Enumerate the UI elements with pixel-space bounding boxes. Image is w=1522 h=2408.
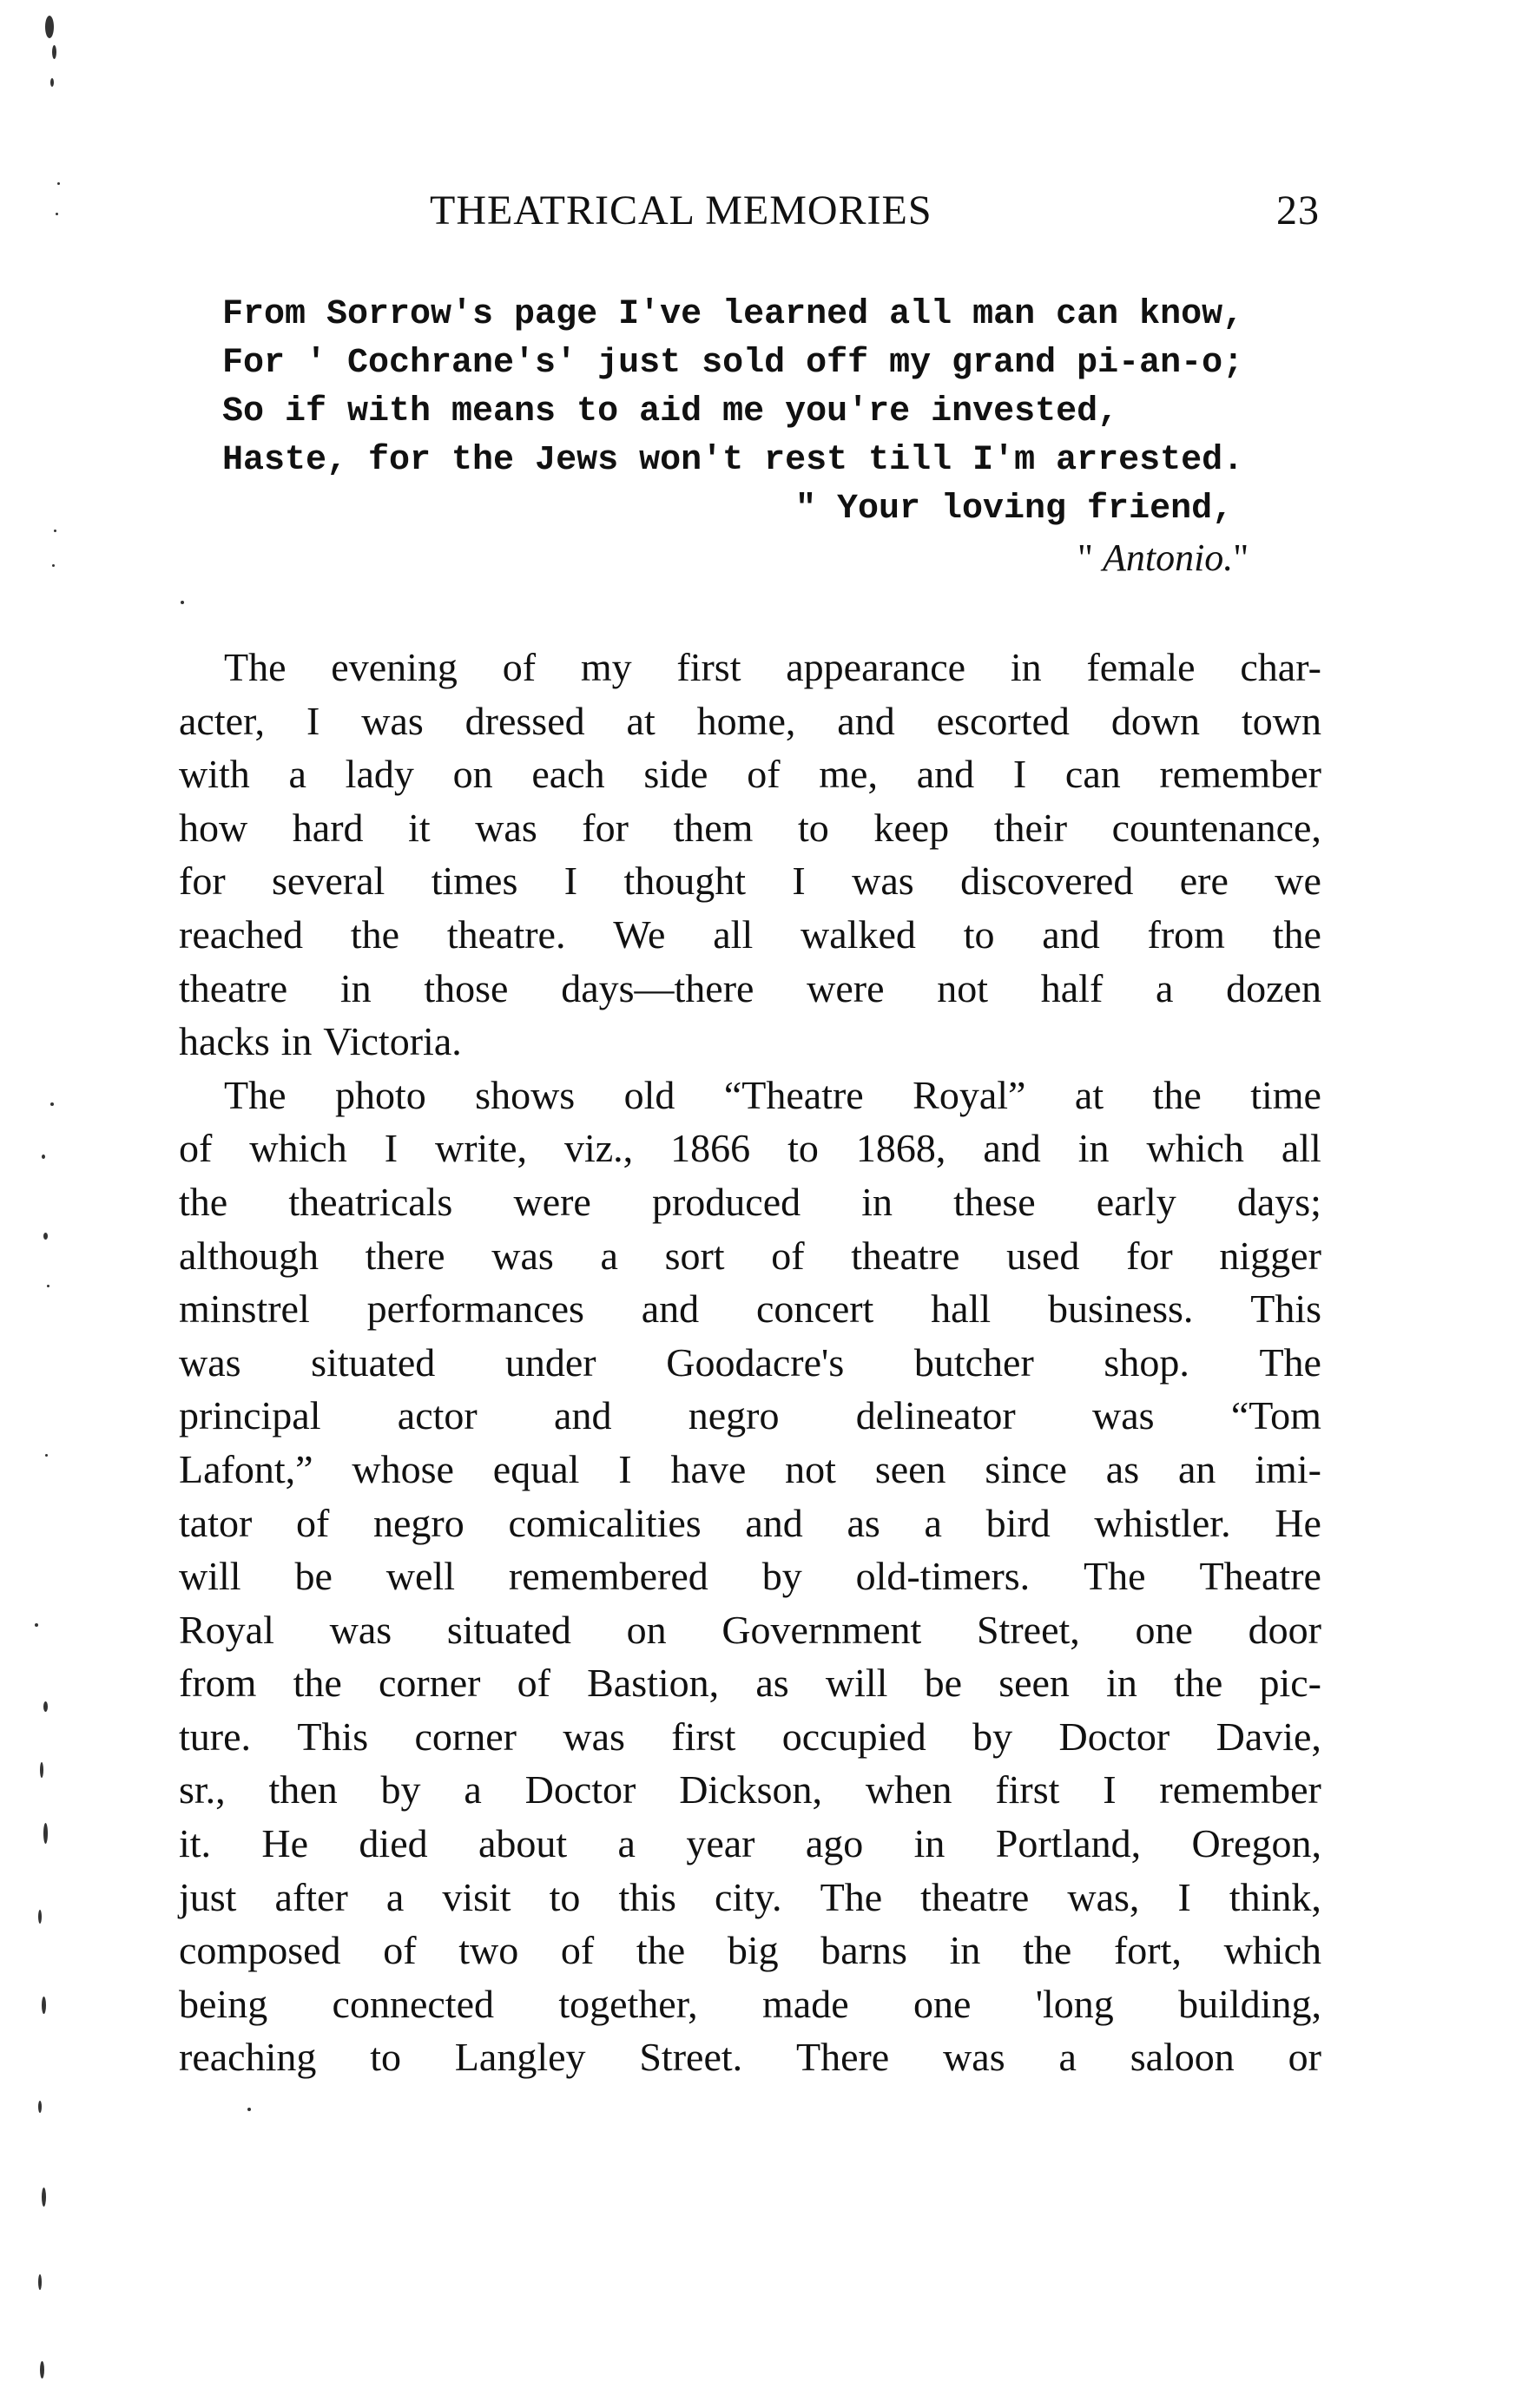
- word: which: [249, 1126, 347, 1171]
- word: to: [963, 911, 995, 957]
- word: half: [1040, 965, 1104, 1010]
- word: the: [1174, 1661, 1223, 1706]
- word: and: [1042, 911, 1100, 957]
- word: all: [1281, 1126, 1321, 1171]
- text-line: [179, 1443, 1321, 1497]
- word: an: [1177, 1446, 1216, 1491]
- word: the: [293, 1661, 342, 1706]
- word: them: [673, 805, 754, 850]
- word: to: [549, 1874, 581, 1919]
- word: two: [458, 1928, 519, 1973]
- word: situated: [446, 1607, 571, 1652]
- word: which: [1146, 1126, 1244, 1171]
- word: a: [288, 752, 306, 797]
- word: reached: [179, 911, 303, 957]
- verse-line: So if with means to aid me you're invested,: [222, 392, 1119, 431]
- word: not: [785, 1446, 836, 1491]
- word: the: [350, 911, 400, 957]
- word: I: [563, 859, 578, 904]
- word: ture.: [179, 1714, 252, 1759]
- text-line: [179, 1389, 1321, 1443]
- word: Oregon,: [1191, 1821, 1321, 1866]
- word: were: [807, 965, 885, 1010]
- word: was: [852, 859, 914, 904]
- word: reaching: [179, 2035, 317, 2080]
- word: countenance,: [1111, 805, 1321, 850]
- signature-name-line: [222, 534, 1325, 582]
- word: there: [365, 1233, 445, 1278]
- word: pic-: [1259, 1661, 1321, 1706]
- word: saloon: [1130, 2035, 1235, 2080]
- word: of: [179, 1126, 213, 1171]
- word: Victoria.: [323, 1019, 462, 1064]
- word: after: [274, 1874, 348, 1919]
- word: hall: [931, 1286, 992, 1332]
- word: “Theatre: [723, 1072, 864, 1117]
- word: or: [1288, 2035, 1321, 2080]
- word: performances: [366, 1286, 584, 1332]
- signature-closing: " Your loving friend,: [795, 490, 1234, 529]
- word: He: [1275, 1500, 1321, 1545]
- word: walked: [801, 911, 916, 957]
- word: side: [643, 752, 708, 797]
- word: me,: [819, 752, 878, 797]
- text-line: [179, 1763, 1321, 1817]
- word: a: [617, 1821, 636, 1866]
- word: theatricals: [288, 1179, 453, 1224]
- text-line: [179, 962, 1321, 1016]
- text-line: [179, 1229, 1321, 1283]
- word: tator: [179, 1500, 253, 1545]
- word: occupied: [781, 1714, 926, 1759]
- word: by: [380, 1767, 421, 1813]
- word: being: [179, 1981, 268, 2026]
- word: Government: [721, 1607, 922, 1652]
- word: equal: [492, 1446, 580, 1491]
- word: hard: [292, 805, 364, 850]
- word: I: [618, 1446, 632, 1491]
- word: about: [478, 1821, 568, 1866]
- word: building,: [1178, 1981, 1321, 2026]
- word: year: [686, 1821, 755, 1866]
- word: of: [771, 1233, 805, 1278]
- word: which: [1223, 1928, 1321, 1973]
- word: we: [1275, 859, 1321, 904]
- word: actor: [397, 1393, 478, 1438]
- word: from: [1147, 911, 1225, 957]
- text-line: [179, 2030, 1321, 2084]
- word: nigger: [1219, 1233, 1321, 1278]
- word: have: [670, 1446, 747, 1491]
- word: dozen: [1226, 965, 1321, 1010]
- text-line: [179, 1336, 1321, 1390]
- word: ere: [1179, 859, 1229, 904]
- word: There: [795, 2035, 890, 2080]
- text-line: [179, 908, 1321, 962]
- word: a: [464, 1767, 482, 1813]
- word: the: [636, 1928, 686, 1973]
- word: since: [985, 1446, 1067, 1491]
- word: early: [1096, 1179, 1176, 1224]
- word: minstrel: [179, 1286, 310, 1332]
- word: I: [792, 859, 806, 904]
- paragraph-2: [179, 1069, 1321, 2084]
- word: Langley: [454, 2035, 586, 2080]
- word: thought: [623, 859, 747, 904]
- text-line: [179, 694, 1321, 748]
- word: by: [972, 1714, 1013, 1759]
- word: 1868,: [855, 1126, 946, 1171]
- word: down: [1110, 698, 1201, 743]
- word: was: [361, 698, 424, 743]
- word: of: [517, 1661, 550, 1706]
- word: female: [1086, 645, 1196, 689]
- text-line: [179, 641, 1321, 694]
- word: was: [491, 1233, 554, 1278]
- word: in: [913, 1821, 945, 1866]
- word: butcher: [913, 1339, 1034, 1385]
- word: business.: [1047, 1286, 1194, 1332]
- word: a: [924, 1500, 942, 1545]
- text-line: [179, 1069, 1321, 1122]
- word: died: [359, 1821, 428, 1866]
- word: and: [983, 1126, 1041, 1171]
- verse-line: Haste, for the Jews won't rest till I'm arrested.: [222, 441, 1244, 480]
- word: first: [671, 1714, 736, 1759]
- word: old: [623, 1072, 675, 1117]
- word: write,: [434, 1126, 527, 1171]
- signature-name: Antonio.: [1102, 536, 1234, 579]
- word: This: [1250, 1286, 1321, 1332]
- word: of: [383, 1928, 417, 1973]
- word: I: [1103, 1767, 1117, 1813]
- word: not: [937, 965, 989, 1010]
- word: I: [384, 1126, 399, 1171]
- word: remember: [1159, 752, 1321, 797]
- word: in: [280, 1019, 313, 1064]
- word: whose: [352, 1446, 454, 1491]
- word: “Tom: [1230, 1393, 1321, 1438]
- word: think,: [1229, 1874, 1321, 1919]
- word: was: [475, 805, 537, 850]
- word: negro: [373, 1500, 465, 1545]
- word: under: [504, 1339, 596, 1385]
- word: was: [329, 1607, 392, 1652]
- word: 'long: [1035, 1981, 1114, 2026]
- word: lady: [345, 752, 414, 797]
- word: old-timers.: [855, 1554, 1031, 1599]
- word: as: [847, 1500, 880, 1545]
- word: fort,: [1113, 1928, 1182, 1973]
- word: it: [408, 805, 431, 850]
- text-line: [179, 1497, 1321, 1550]
- word: I: [1012, 752, 1027, 797]
- word: produced: [651, 1179, 801, 1224]
- word: was: [1092, 1393, 1155, 1438]
- word: I: [306, 698, 320, 743]
- word: sr.,: [179, 1767, 226, 1813]
- word: for: [582, 805, 629, 850]
- word: a: [1058, 2035, 1077, 2080]
- word: by: [761, 1554, 802, 1599]
- page-number: 23: [1276, 188, 1320, 234]
- word: in: [861, 1179, 893, 1224]
- word: char-: [1240, 645, 1321, 689]
- word: and: [554, 1393, 612, 1438]
- text-line: [179, 747, 1321, 801]
- word: days—there: [561, 965, 754, 1010]
- signature-open-quote: ": [1077, 536, 1103, 579]
- text-line: [179, 1656, 1321, 1710]
- word: 1866: [670, 1126, 751, 1171]
- word: remember: [1159, 1767, 1321, 1813]
- word: corner: [414, 1714, 517, 1759]
- word: corner: [378, 1661, 481, 1706]
- word: evening: [331, 645, 458, 689]
- word: as: [1105, 1446, 1140, 1491]
- word: shows: [475, 1072, 576, 1117]
- text-line: [179, 1924, 1321, 1977]
- word: hacks: [179, 1019, 270, 1064]
- word: for: [1126, 1233, 1173, 1278]
- word: how: [179, 805, 248, 850]
- word: The: [224, 1072, 287, 1117]
- word: barns: [820, 1928, 907, 1973]
- word: theatre: [851, 1233, 960, 1278]
- word: Doctor: [1058, 1714, 1170, 1759]
- word: was: [943, 2035, 1005, 2080]
- word: first: [676, 645, 741, 689]
- word: whistler.: [1094, 1500, 1231, 1545]
- word: several: [272, 859, 385, 904]
- word: will: [179, 1554, 241, 1599]
- word: in: [949, 1928, 981, 1973]
- word: a: [1156, 965, 1174, 1010]
- paragraph-1: [179, 641, 1321, 1069]
- word: The: [224, 645, 287, 689]
- word: photo: [334, 1072, 426, 1117]
- word: door: [1248, 1607, 1321, 1652]
- word: made: [762, 1981, 849, 2026]
- text-line: [179, 1817, 1321, 1871]
- word: Lafont,”: [179, 1446, 313, 1491]
- word: on: [452, 752, 493, 797]
- word: in: [1077, 1126, 1110, 1171]
- text-line: [179, 801, 1321, 855]
- running-title: THEATRICAL MEMORIES: [430, 188, 932, 234]
- word: their: [993, 805, 1068, 850]
- word: connected: [332, 1981, 494, 2026]
- word: in: [339, 965, 372, 1010]
- word: Street,: [976, 1607, 1080, 1652]
- word: to: [370, 2035, 401, 2080]
- word: acter,: [179, 698, 266, 743]
- word: all: [713, 911, 754, 957]
- text-line: [179, 1710, 1321, 1764]
- word: will: [825, 1661, 888, 1706]
- word: Portland,: [995, 1821, 1142, 1866]
- word: appearance: [786, 645, 966, 689]
- word: just: [179, 1874, 237, 1919]
- word: be: [294, 1554, 333, 1599]
- word: keep: [873, 805, 950, 850]
- word: the: [179, 1179, 228, 1224]
- running-header: [430, 187, 1320, 247]
- text-line: [179, 1871, 1321, 1924]
- word: and: [641, 1286, 700, 1332]
- word: those: [424, 965, 509, 1010]
- word: each: [531, 752, 605, 797]
- word: negro: [688, 1393, 780, 1438]
- word: used: [1006, 1233, 1080, 1278]
- word: was: [179, 1339, 241, 1385]
- word: delineator: [855, 1393, 1016, 1438]
- word: theatre: [920, 1874, 1030, 1919]
- word: a: [600, 1233, 618, 1278]
- word: seen: [998, 1661, 1070, 1706]
- word: to: [787, 1126, 819, 1171]
- word: at: [626, 698, 656, 743]
- word: this: [618, 1874, 676, 1919]
- word: We: [613, 911, 666, 957]
- word: theatre.: [446, 911, 566, 957]
- word: of: [502, 645, 537, 689]
- text-line: [179, 1282, 1321, 1336]
- verse-line: From Sorrow's page I've learned all man can know,: [222, 295, 1244, 334]
- word: seen: [874, 1446, 946, 1491]
- word: This: [297, 1714, 369, 1759]
- word: Dickson,: [679, 1767, 823, 1813]
- word: to: [798, 805, 829, 850]
- word: well: [385, 1554, 455, 1599]
- word: from: [179, 1661, 257, 1706]
- word: times: [431, 859, 518, 904]
- verse-block: [222, 291, 1325, 582]
- word: escorted: [936, 698, 1070, 743]
- word: Theatre: [1199, 1554, 1321, 1599]
- word: The: [1259, 1339, 1321, 1385]
- text-line: [179, 1015, 1321, 1069]
- text-line: [179, 1549, 1321, 1603]
- word: viz.,: [563, 1126, 634, 1171]
- word: Doctor: [524, 1767, 636, 1813]
- text-line: [179, 1603, 1321, 1657]
- word: discovered: [960, 859, 1134, 904]
- word: bird: [985, 1500, 1051, 1545]
- text-line: [179, 854, 1321, 908]
- word: The: [1084, 1554, 1146, 1599]
- word: situated: [311, 1339, 436, 1385]
- word: and: [837, 698, 895, 743]
- word: principal: [179, 1393, 321, 1438]
- word: Street.: [639, 2035, 743, 2080]
- word: Bastion,: [587, 1661, 720, 1706]
- word: one: [913, 1981, 972, 2026]
- word: comicalities: [508, 1500, 702, 1545]
- signature-close-quote: ": [1233, 536, 1249, 579]
- word: these: [953, 1179, 1036, 1224]
- word: theatre: [179, 965, 288, 1010]
- word: were: [513, 1179, 591, 1224]
- word: the: [1023, 1928, 1072, 1973]
- word: at: [1074, 1072, 1104, 1117]
- word: with: [179, 752, 250, 797]
- word: for: [179, 859, 226, 904]
- word: the: [1152, 1072, 1202, 1117]
- word: of: [560, 1928, 595, 1973]
- word: a: [385, 1874, 405, 1919]
- word: on: [626, 1607, 667, 1652]
- word: home,: [696, 698, 796, 743]
- word: and: [916, 752, 975, 797]
- word: then: [268, 1767, 338, 1813]
- word: time: [1250, 1072, 1321, 1117]
- word: composed: [179, 1928, 341, 1973]
- word: in: [1010, 645, 1042, 689]
- word: imi-: [1255, 1446, 1321, 1491]
- word: shop.: [1104, 1339, 1189, 1385]
- text-line: [179, 1122, 1321, 1175]
- text-line: [179, 1977, 1321, 2031]
- word: Royal: [179, 1607, 274, 1652]
- word: and: [745, 1500, 803, 1545]
- word: Goodacre's: [666, 1339, 845, 1385]
- word: of: [747, 752, 781, 797]
- word: Royal”: [913, 1072, 1026, 1117]
- word: city.: [715, 1874, 782, 1919]
- word: The: [820, 1874, 883, 1919]
- word: my: [580, 645, 632, 689]
- word: as: [755, 1661, 789, 1706]
- word: dressed: [465, 698, 585, 743]
- word: ago: [805, 1821, 864, 1866]
- word: be: [924, 1661, 963, 1706]
- word: big: [727, 1928, 779, 1973]
- word: can: [1064, 752, 1121, 797]
- word: Davie,: [1216, 1714, 1321, 1759]
- word: together,: [558, 1981, 698, 2026]
- text-line: [179, 1175, 1321, 1229]
- word: He: [261, 1821, 309, 1866]
- word: town: [1241, 698, 1321, 743]
- word: was: [563, 1714, 625, 1759]
- word: visit: [442, 1874, 511, 1919]
- word: days;: [1236, 1179, 1321, 1224]
- body-text: [179, 641, 1321, 2084]
- word: of: [295, 1500, 330, 1545]
- word: sort: [664, 1233, 725, 1278]
- word: remembered: [508, 1554, 708, 1599]
- word: was,: [1067, 1874, 1140, 1919]
- word: in: [1106, 1661, 1137, 1706]
- word: concert: [755, 1286, 874, 1332]
- word: one: [1135, 1607, 1193, 1652]
- word: I: [1177, 1874, 1191, 1919]
- word: first: [995, 1767, 1060, 1813]
- word: although: [179, 1233, 319, 1278]
- word: the: [1272, 911, 1321, 957]
- word: it.: [179, 1821, 212, 1866]
- word: when: [865, 1767, 952, 1813]
- verse-line: For ' Cochrane's' just sold off my grand pi-an-o;: [222, 344, 1244, 383]
